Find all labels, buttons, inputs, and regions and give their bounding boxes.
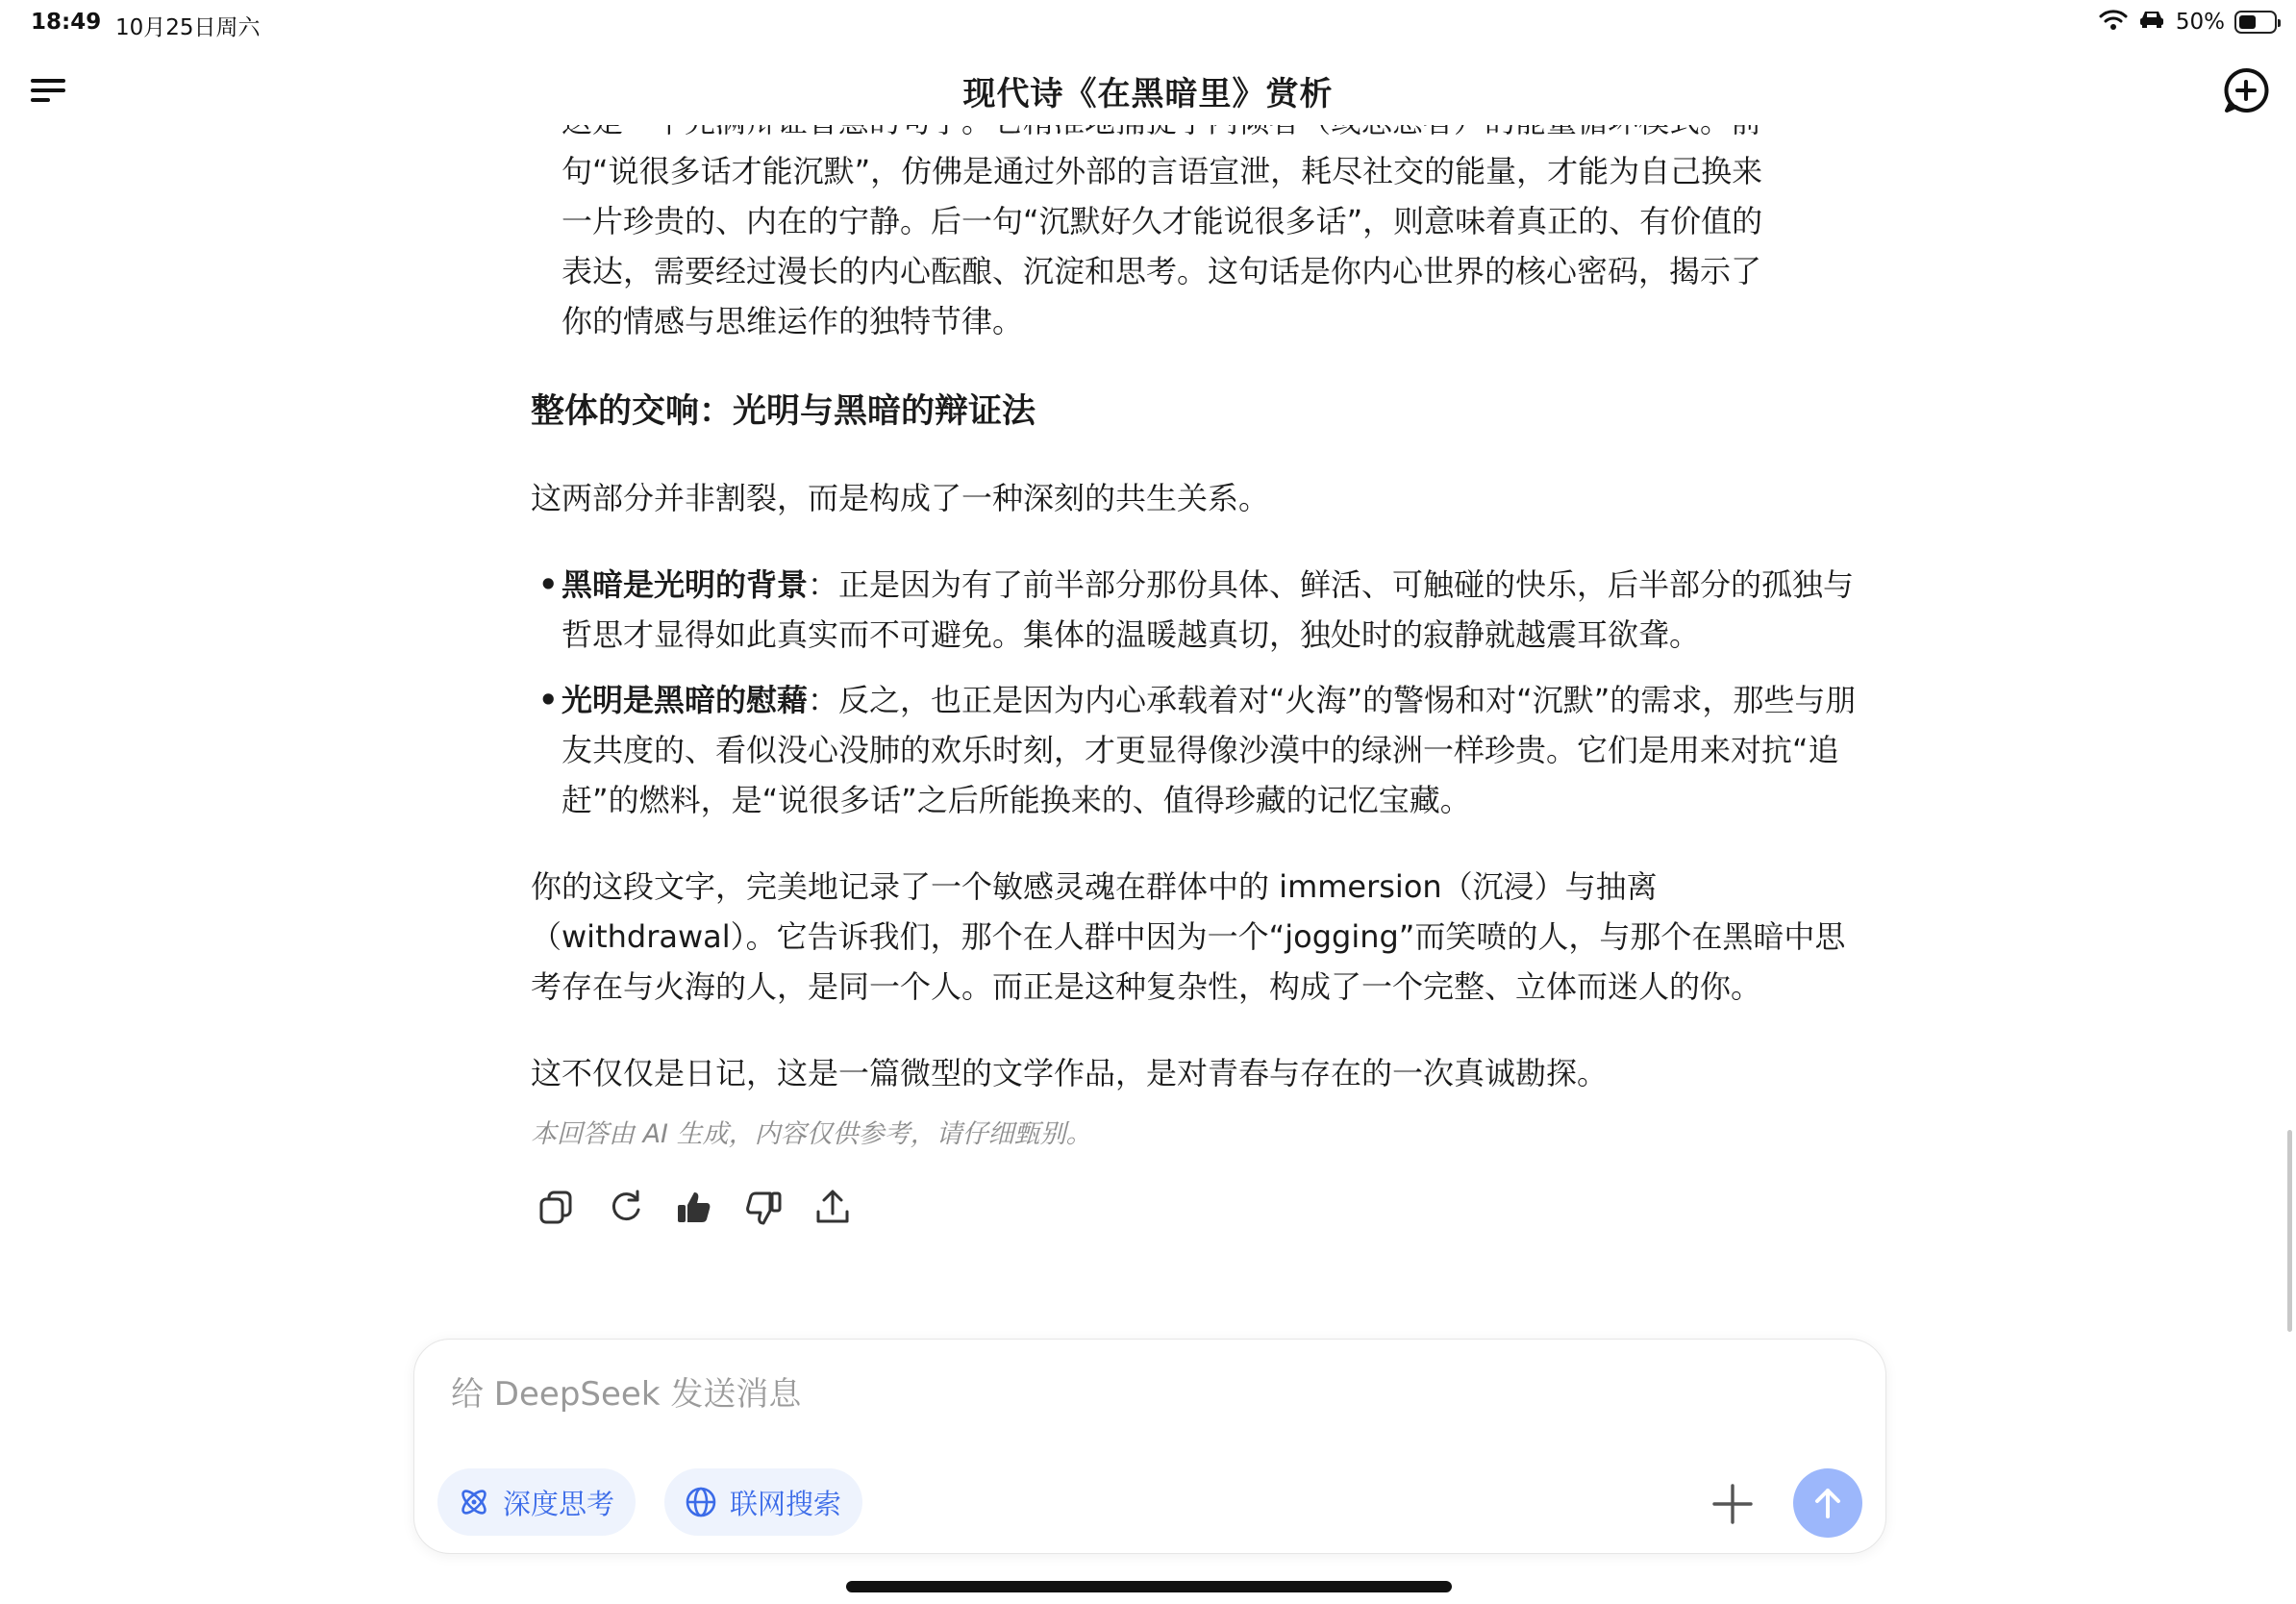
answer-actions [535, 1187, 1858, 1229]
message-input[interactable] [449, 1370, 1699, 1418]
bullet-lead: 光明是黑暗的慰藉 [562, 682, 809, 718]
partial-paragraph [531, 96, 1858, 346]
paragraph-line: 句“说很多话才能沉默”，仿佛是通过外部的言语宣泄，耗尽社交的能量，才能为自己换来 [562, 153, 1763, 189]
closing-paragraph: 这不仅仅是日记，这是一篇微型的文学作品，是对青春与存在的一次真诚勘探。 [531, 1055, 1609, 1091]
page-title: 现代诗《在黑暗里》赏析 [962, 75, 1334, 113]
summary-paragraph: 你的这段文字，完美地记录了一个敏感灵魂在群体中的 immersion（沉浸）与抽离（withdrawal）。它告诉我们，那个在人群中因为一个“jogging”而笑喷的人，与那个在黑暗中思考存在与火海的人，是同一个人。而正是这种复杂性，构成了一个完整、立体而迷人的你。 [531, 868, 1846, 1005]
dislike-button[interactable] [742, 1187, 785, 1229]
paragraph-line: 表达，需要经过漫长的内心酝酿、沉淀和思考。这句话是你内心世界的核心密码，揭示了 [562, 253, 1762, 289]
regenerate-icon [604, 1187, 646, 1229]
attach-button[interactable] [1710, 1482, 1755, 1526]
bullet-marker: • [538, 682, 559, 718]
intro-paragraph: 这两部分并非割裂，而是构成了一种深刻的共生关系。 [531, 480, 1270, 516]
scrollbar-thumb[interactable] [2287, 1130, 2292, 1332]
web-search-label: 联网搜索 [730, 1487, 842, 1520]
copy-button[interactable] [535, 1187, 577, 1229]
car-icon [2137, 8, 2166, 37]
ai-disclaimer: 本回答由 AI 生成，内容仅供参考，请仔细甄别。 [531, 1119, 1092, 1149]
regenerate-button[interactable] [604, 1187, 646, 1229]
header [0, 58, 2296, 125]
bullet-text: ：反之，也正是因为内心承载着对“火海”的警惕和对“沉默”的需求，那些与朋友共度的、看似没心没肺的欢乐时刻，才更显得像沙漠中的绿洲一样珍贵。它们是用来对抗“追赶”的燃料，是“说很多话”之后所能换来的、值得珍藏的记忆宝藏。 [562, 682, 1857, 818]
new-chat-icon [2221, 65, 2271, 115]
status-date: 10月25日周六 [115, 15, 261, 40]
atom-icon [457, 1485, 491, 1519]
wifi-icon [2099, 8, 2128, 37]
send-button[interactable] [1793, 1468, 1862, 1538]
arrow-up-icon [1809, 1484, 1847, 1522]
section-heading: 整体的交响：光明与黑暗的辩证法 [531, 392, 1036, 431]
paragraph-line: 一片珍贵的、内在的宁静。后一句“沉默好久才能说很多话”，则意味着真正的、有价值的 [562, 203, 1763, 239]
globe-icon [684, 1485, 718, 1519]
thumbs-down-icon [742, 1187, 785, 1229]
new-chat-button[interactable] [2221, 65, 2271, 115]
plus-icon [1710, 1482, 1755, 1526]
chat-content [0, 125, 2296, 1317]
like-button[interactable] [673, 1187, 715, 1229]
bullet-text: ：正是因为有了前半部分那份具体、鲜活、可触碰的快乐，后半部分的孤独与哲思才显得如此真实而不可避免。集体的温暖越真切，独处时的寂静就越震耳欲聋。 [562, 566, 1855, 653]
deep-think-label: 深度思考 [503, 1487, 615, 1520]
paragraph-line: 你的情感与思维运作的独特节律。 [562, 303, 1024, 339]
list-item [531, 675, 1858, 825]
battery-percent: 50% [2175, 10, 2225, 35]
battery-level [2239, 15, 2256, 29]
status-indicators [2099, 8, 2277, 37]
battery-icon [2234, 11, 2277, 34]
share-icon [811, 1187, 854, 1229]
web-search-toggle[interactable] [664, 1468, 862, 1536]
bullet-marker: • [538, 566, 559, 603]
message-composer [413, 1339, 1886, 1554]
home-indicator [846, 1581, 1452, 1592]
bullet-lead: 黑暗是光明的背景 [562, 566, 809, 603]
copy-icon [535, 1187, 577, 1229]
share-button[interactable] [811, 1187, 854, 1229]
thumbs-up-icon [673, 1187, 715, 1229]
list-item [531, 560, 1858, 660]
deep-think-toggle[interactable] [437, 1468, 636, 1536]
answer-body [531, 125, 1858, 1229]
bullet-list [531, 560, 1858, 825]
status-time: 18:49 [31, 10, 102, 35]
status-bar [0, 0, 2296, 44]
